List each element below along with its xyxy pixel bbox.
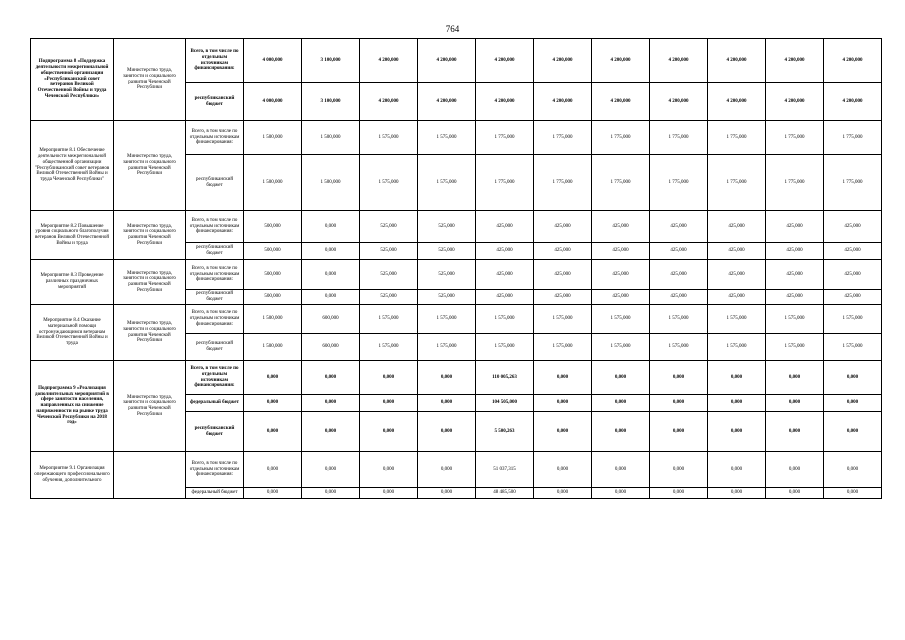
amount-cell: 525,000 [360,211,418,243]
amount-cell: 110 005,263 [476,361,534,395]
funding-source-cell: Всего, в том числе по отдельным источникам финансирования: [186,305,244,334]
amount-cell: 0,000 [418,452,476,488]
amount-cell: 1 575,000 [650,305,708,334]
amount-cell: 1 575,000 [476,305,534,334]
amount-cell: 4 200,000 [360,39,418,83]
amount-cell: 1 575,000 [766,305,824,334]
executor-cell: Министерство труда, занятости и социального развития Чеченской Республики [114,260,186,305]
funding-source-cell: Всего, в том числе по отдельным источникам финансирования: [186,121,244,155]
amount-cell: 0,000 [824,452,882,488]
amount-cell: 0,000 [418,412,476,452]
amount-cell: 425,000 [476,260,534,290]
amount-cell: 0,000 [708,452,766,488]
amount-cell: 425,000 [650,260,708,290]
amount-cell: 0,000 [824,395,882,412]
amount-cell: 0,000 [244,412,302,452]
program-name-cell: Мероприятие 8.4 Оказание материальной помощи остронуждающимся ветеранам Великой Отечественной Войны и труда [31,305,114,361]
amount-cell: 1 575,000 [766,334,824,361]
amount-cell: 4 200,000 [592,83,650,121]
amount-cell: 0,000 [534,361,592,395]
executor-cell: Министерство труда, занятости и социального развития Чеченской Республики [114,39,186,121]
amount-cell: 600,000 [302,305,360,334]
amount-cell: 4 200,000 [476,39,534,83]
amount-cell: 1 575,000 [592,305,650,334]
amount-cell: 1 775,000 [534,121,592,155]
amount-cell: 425,000 [824,211,882,243]
amount-cell: 525,000 [418,260,476,290]
amount-cell: 525,000 [360,290,418,305]
amount-cell: 0,000 [650,412,708,452]
amount-cell: 1 775,000 [650,121,708,155]
program-name-cell: Мероприятие 8.1 Обеспечение деятельности межрегиональной общественной организации "Республиканский совет ветеранов Великой Отечественной Войны и труда Чеченской Республики" [31,121,114,211]
amount-cell: 4 200,000 [534,39,592,83]
amount-cell: 4 200,000 [708,39,766,83]
amount-cell: 425,000 [534,260,592,290]
amount-cell: 1 575,000 [650,334,708,361]
amount-cell: 425,000 [766,243,824,260]
amount-cell: 0,000 [244,488,302,499]
amount-cell: 1 575,000 [708,334,766,361]
funding-source-cell: республиканский бюджет [186,334,244,361]
amount-cell: 425,000 [766,211,824,243]
amount-cell: 104 505,000 [476,395,534,412]
amount-cell: 425,000 [766,290,824,305]
amount-cell: 4 200,000 [708,83,766,121]
amount-cell: 1 575,000 [360,305,418,334]
amount-cell: 425,000 [650,243,708,260]
amount-cell: 425,000 [534,211,592,243]
amount-cell: 1 775,000 [766,155,824,211]
amount-cell: 4 200,000 [360,83,418,121]
amount-cell: 1 575,000 [534,334,592,361]
amount-cell: 0,000 [302,211,360,243]
table-row [31,39,882,83]
executor-cell: Министерство труда, занятости и социального развития Чеченской Республики [114,121,186,211]
amount-cell: 0,000 [766,488,824,499]
amount-cell: 425,000 [708,211,766,243]
amount-cell: 0,000 [418,361,476,395]
amount-cell: 500,000 [244,243,302,260]
budget-table-body [31,39,882,499]
amount-cell: 425,000 [592,243,650,260]
amount-cell: 0,000 [534,452,592,488]
amount-cell: 1 575,000 [824,334,882,361]
table-row [31,211,882,243]
amount-cell: 1 775,000 [766,121,824,155]
amount-cell: 0,000 [302,260,360,290]
funding-source-cell: Всего, в том числе по отдельным источникам финансирования: [186,452,244,488]
funding-source-cell: Всего, в том числе по отдельным источникам финансирования: [186,260,244,290]
amount-cell: 0,000 [766,361,824,395]
amount-cell: 425,000 [708,243,766,260]
amount-cell: 4 200,000 [418,83,476,121]
amount-cell: 0,000 [824,412,882,452]
amount-cell: 500,000 [244,211,302,243]
funding-source-cell: Всего, в том числе по отдельным источникам финансирования: [186,39,244,83]
amount-cell: 425,000 [592,211,650,243]
amount-cell: 425,000 [708,260,766,290]
amount-cell: 0,000 [708,395,766,412]
amount-cell: 0,000 [360,412,418,452]
amount-cell: 4 200,000 [766,39,824,83]
amount-cell: 1 575,000 [418,334,476,361]
amount-cell: 0,000 [650,361,708,395]
budget-table [30,38,882,499]
amount-cell: 1 775,000 [592,155,650,211]
amount-cell: 1 575,000 [824,305,882,334]
amount-cell: 425,000 [476,211,534,243]
amount-cell: 1 575,000 [360,334,418,361]
amount-cell: 4 200,000 [650,83,708,121]
funding-source-cell: федеральный бюджет [186,488,244,499]
amount-cell: 1 775,000 [708,121,766,155]
amount-cell: 0,000 [302,361,360,395]
amount-cell: 1 500,000 [244,155,302,211]
table-row [31,452,882,488]
page-number: 764 [445,24,460,34]
amount-cell: 1 775,000 [708,155,766,211]
amount-cell: 0,000 [302,395,360,412]
amount-cell: 0,000 [534,488,592,499]
amount-cell: 1 500,000 [244,305,302,334]
amount-cell: 0,000 [766,412,824,452]
funding-source-cell: Всего, в том числе по отдельным источникам финансирования: [186,361,244,395]
amount-cell: 4 000,000 [244,83,302,121]
amount-cell: 0,000 [302,452,360,488]
amount-cell: 1 575,000 [592,334,650,361]
amount-cell: 425,000 [650,290,708,305]
amount-cell: 0,000 [708,361,766,395]
amount-cell: 3 100,000 [302,83,360,121]
amount-cell: 1 775,000 [592,121,650,155]
amount-cell: 1 775,000 [650,155,708,211]
amount-cell: 1 575,000 [418,305,476,334]
amount-cell: 0,000 [650,488,708,499]
amount-cell: 4 200,000 [592,39,650,83]
amount-cell: 0,000 [592,361,650,395]
amount-cell: 1 575,000 [360,121,418,155]
funding-source-cell: республиканский бюджет [186,290,244,305]
amount-cell: 1 500,000 [244,121,302,155]
amount-cell: 1 775,000 [476,155,534,211]
amount-cell: 425,000 [650,211,708,243]
amount-cell: 425,000 [592,290,650,305]
amount-cell: 4 200,000 [766,83,824,121]
amount-cell: 4 200,000 [534,83,592,121]
amount-cell: 425,000 [824,290,882,305]
amount-cell: 0,000 [650,452,708,488]
amount-cell: 0,000 [824,488,882,499]
table-row [31,121,882,155]
amount-cell: 1 575,000 [476,334,534,361]
amount-cell: 425,000 [476,243,534,260]
amount-cell: 0,000 [302,290,360,305]
amount-cell: 0,000 [360,395,418,412]
amount-cell: 0,000 [592,412,650,452]
amount-cell: 4 200,000 [824,39,882,83]
amount-cell: 4 200,000 [650,39,708,83]
amount-cell: 51 037,315 [476,452,534,488]
amount-cell: 425,000 [534,290,592,305]
funding-source-cell: республиканский бюджет [186,243,244,260]
funding-source-cell: республиканский бюджет [186,412,244,452]
table-row [31,361,882,395]
amount-cell: 0,000 [766,395,824,412]
amount-cell: 1 500,000 [302,121,360,155]
funding-source-cell: республиканский бюджет [186,155,244,211]
amount-cell: 425,000 [592,260,650,290]
amount-cell: 1 500,000 [244,334,302,361]
amount-cell: 500,000 [244,260,302,290]
amount-cell: 0,000 [766,452,824,488]
funding-source-cell: Всего, в том числе по отдельным источникам финансирования: [186,211,244,243]
amount-cell: 0,000 [418,395,476,412]
amount-cell: 0,000 [592,452,650,488]
amount-cell: 0,000 [592,395,650,412]
amount-cell: 0,000 [708,412,766,452]
amount-cell: 1 500,000 [302,155,360,211]
amount-cell: 1 575,000 [418,155,476,211]
amount-cell: 1 775,000 [824,155,882,211]
executor-cell: Министерство труда, занятости и социального развития Чеченской Республики [114,305,186,361]
amount-cell: 425,000 [534,243,592,260]
amount-cell: 525,000 [360,260,418,290]
amount-cell: 0,000 [302,412,360,452]
amount-cell: 0,000 [360,488,418,499]
amount-cell: 425,000 [708,290,766,305]
funding-source-cell: республиканский бюджет [186,83,244,121]
amount-cell: 0,000 [650,395,708,412]
amount-cell: 0,000 [592,488,650,499]
executor-cell [114,452,186,499]
amount-cell: 48 485,500 [476,488,534,499]
amount-cell: 425,000 [766,260,824,290]
amount-cell: 4 200,000 [476,83,534,121]
table-row [31,305,882,334]
amount-cell: 525,000 [360,243,418,260]
amount-cell: 1 575,000 [360,155,418,211]
amount-cell: 0,000 [360,361,418,395]
program-name-cell: Мероприятие 8.2 Повышение уровня социального благополучия ветеранов Великой Отечественной Войны и труда [31,211,114,260]
amount-cell: 0,000 [708,488,766,499]
amount-cell: 0,000 [244,452,302,488]
amount-cell: 525,000 [418,211,476,243]
executor-cell: Министерство труда, занятости и социального развития Чеченской Республики [114,361,186,452]
amount-cell: 525,000 [418,243,476,260]
amount-cell: 1 575,000 [534,305,592,334]
amount-cell: 4 000,000 [244,39,302,83]
amount-cell: 0,000 [244,395,302,412]
amount-cell: 3 100,000 [302,39,360,83]
funding-source-cell: федеральный бюджет [186,395,244,412]
amount-cell: 425,000 [476,290,534,305]
amount-cell: 525,000 [418,290,476,305]
program-name-cell: Мероприятие 8.3 Проведение различных праздничных мероприятий [31,260,114,305]
amount-cell: 0,000 [244,361,302,395]
program-name-cell: Подпрограмма 8 «Поддержка деятельности межрегиональной общественной организации «Республиканский совет ветеранов Великой Отечественной Войны и труда Чеченской Республики» [31,39,114,121]
amount-cell: 4 200,000 [824,83,882,121]
amount-cell: 425,000 [824,260,882,290]
program-name-cell: Мероприятие 9.1 Организация опережающего профессионального обучения, дополнительного [31,452,114,499]
amount-cell: 600,000 [302,334,360,361]
amount-cell: 5 500,263 [476,412,534,452]
amount-cell: 0,000 [302,243,360,260]
program-name-cell: Подпрограмма 9 «Реализация дополнительных мероприятий в сфере занятости населения, направленных на снижение напряженности на рынке труда Чеченской Республики на 2018 год» [31,361,114,452]
amount-cell: 0,000 [534,395,592,412]
amount-cell: 1 775,000 [476,121,534,155]
table-row [31,260,882,290]
amount-cell: 1 575,000 [708,305,766,334]
amount-cell: 4 200,000 [418,39,476,83]
amount-cell: 0,000 [534,412,592,452]
amount-cell: 500,000 [244,290,302,305]
amount-cell: 425,000 [824,243,882,260]
executor-cell: Министерство труда, занятости и социального развития Чеченской Республики [114,211,186,260]
amount-cell: 0,000 [824,361,882,395]
amount-cell: 1 775,000 [824,121,882,155]
amount-cell: 0,000 [418,488,476,499]
amount-cell: 1 775,000 [534,155,592,211]
amount-cell: 1 575,000 [418,121,476,155]
amount-cell: 0,000 [360,452,418,488]
amount-cell: 0,000 [302,488,360,499]
